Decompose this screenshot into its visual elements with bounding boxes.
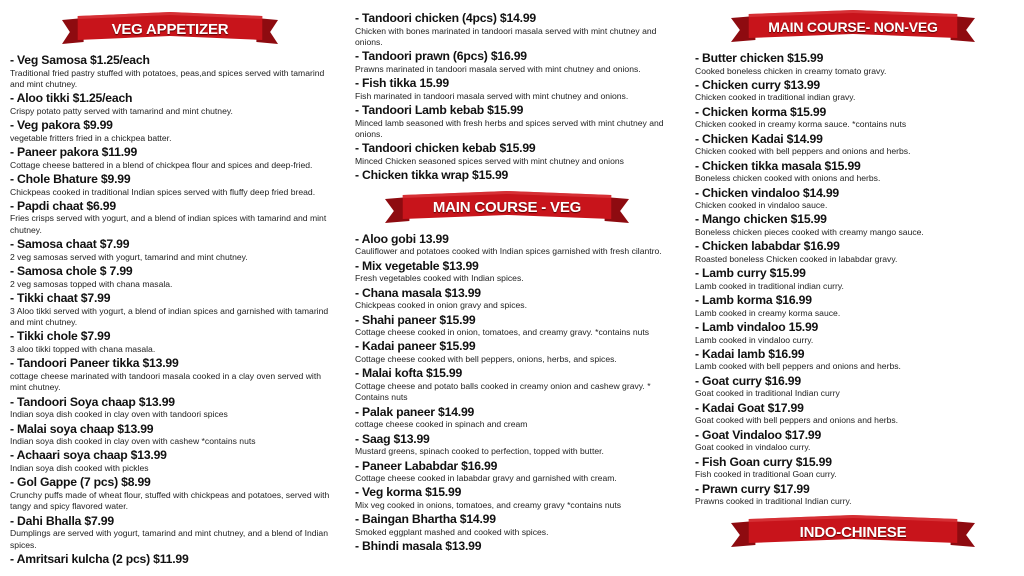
menu-item-description: 3 Aloo tikki served with yogurt, a blend of indian spices and garnished with tamarind and mint chutney. [10,305,329,327]
menu-item [355,486,675,511]
menu-item-name: - Samosa chaat $7.99 [10,237,130,252]
menu-item-description: Goat cooked in traditional Indian curry [695,388,840,399]
menu-item [695,483,1020,508]
menu-item [695,213,1020,238]
menu-item-name: - Tandoori Lamb kebab $15.99 [355,103,524,118]
menu-item-name: - Tikki chaat $7.99 [10,291,111,306]
main-course-non-veg-list [695,52,1020,507]
menu-item [355,12,675,48]
menu-item-description: Minced Chicken seasoned spices served with mint chutney and onions [355,155,624,166]
menu-item [355,513,675,538]
menu-item-name: - Chicken tikka masala $15.99 [695,158,861,173]
menu-item [10,265,335,290]
menu-item [695,429,1020,454]
menu-item [695,348,1020,373]
menu-item-description: Cottage cheese cooked with bell peppers, onions, herbs, and spices. [355,353,617,364]
menu-item [695,456,1020,481]
menu-item-name: - Chicken vindaloo $14.99 [695,185,840,200]
menu-item-name: - Mango chicken $15.99 [695,212,827,227]
menu-item [10,449,335,474]
menu-item-name: - Chicken lababdar $16.99 [695,239,840,254]
menu-item-description: Chickpeas cooked in traditional Indian spices served with fluffy deep fried bread. [10,186,316,197]
column-veg-appetizer [10,0,335,576]
menu-item-name: - Tandoori chicken (4pcs) $14.99 [355,11,536,25]
menu-item [10,238,335,263]
menu-item-description: Roasted boneless Chicken cooked in lababdar gravy. [695,253,898,264]
menu-item [695,294,1020,319]
menu-item-name: - Dahi Bhalla $7.99 [10,513,114,528]
menu-item-description: Prawns cooked in traditional Indian curry. [695,496,852,506]
menu-item-name: - Chana masala $13.99 [355,285,481,300]
menu-item-description: Smoked eggplant mashed and cooked with spices. [355,526,549,537]
menu-item-name: - Achaari soya chaap $13.99 [10,448,167,463]
menu-item-name: - Tikki chole $7.99 [10,329,111,344]
menu-item [355,460,675,485]
menu-item-description: Lamb cooked in vindaloo curry. [695,334,814,345]
menu-item-name: - Tandoori chicken kebab $15.99 [355,141,536,156]
menu-item [10,330,335,355]
menu-item-name: - Aloo tikki $1.25/each [10,91,133,106]
menu-item [355,260,675,285]
menu-item [355,340,675,365]
menu-item-description: Fries crisps served with yogurt, and a blend of indian spices with tamarind and mint chutney. [10,213,327,235]
menu-item [10,200,335,236]
menu-item-description: Mix veg cooked in onions, tomatoes, and creamy gravy *contains nuts [355,499,622,510]
menu-item-description: Fish marinated in tandoori masala served with mint chutney and onions. [355,90,629,101]
menu-item-name: - Prawn curry $17.99 [695,481,810,496]
menu-item [355,233,675,258]
menu-item-name: - Fish tikka 15.99 [355,76,449,91]
menu-item-description: Crispy potato patty served with tamarind and mint chutney. [10,105,233,116]
menu-item-description: Crunchy puffs made of wheat flour, stuffed with chickpeas and potatoes, served with tangy and spicy flavored water. [10,489,330,512]
menu-item [355,77,675,102]
menu-item-description: cottage cheese marinated with tandoori masala cooked in a clay oven served with mint chutney. [10,370,321,393]
menu-item [695,321,1020,346]
menu-item [10,54,335,90]
menu-item-description: Chicken cooked in vindaloo sauce. [695,200,828,211]
menu-item-description: Dumplings are served with yogurt, tamarind and mint chutney, and a blend of Indian spices. [10,528,328,550]
main-course-veg-heading: MAIN COURSE - VEG [432,199,582,217]
menu-item [695,375,1020,400]
menu-item-name: - Kadai lamb $16.99 [695,346,805,361]
menu-item [695,79,1020,104]
menu-item-description: Goat cooked in vindaloo curry. [695,442,811,453]
menu-item-name: - Goat Vindaloo $17.99 [695,427,822,442]
menu-item-description: Chicken cooked in creamy korma sauce. *contains nuts [695,119,907,130]
veg-appetizer-list [10,54,335,566]
main-course-veg-list [355,233,675,554]
menu-item-name: - Baingan Bhartha $14.99 [355,512,496,527]
menu-item-description: cottage cheese cooked in spinach and cream [355,419,528,430]
menu-item [10,119,335,144]
column-tandoor-and-veg [355,0,675,576]
menu-item [695,106,1020,131]
menu-item-name: - Veg Samosa $1.25/each [10,53,150,67]
menu-item-description: Traditional fried pastry stuffed with potatoes, peas,and spices served with tamarind and mint chutney. [10,67,325,89]
menu-item [10,515,335,551]
menu-item-description: Chicken cooked with bell peppers and onions and herbs. [695,146,911,157]
tandoori-list [355,12,675,183]
menu-item [355,406,675,431]
menu-item [695,402,1020,427]
menu-item [10,292,335,328]
main-course-non-veg-heading: MAIN COURSE- NON-VEG [768,19,938,35]
menu-item-name: - Shahi paneer $15.99 [355,312,476,327]
column-non-veg [695,0,1020,576]
menu-item-description: vegetable fritters fried in a chickpea batter. [10,132,172,143]
menu-item-description: Mustard greens, spinach cooked to perfection, topped with butter. [355,446,604,457]
menu-item [10,396,335,421]
menu-item-description: Cooked boneless chicken in creamy tomato gravy. [695,65,887,76]
menu-item-name: - Paneer Lababdar $16.99 [355,458,498,473]
menu-item-description: 2 veg samosas served with yogurt, tamarind and mint chutney. [10,251,248,262]
menu-item-name: - Papdi chaat $6.99 [10,198,116,213]
menu-item [355,142,675,167]
menu-item-name: - Malai kofta $15.99 [355,366,463,381]
veg-appetizer-banner [62,10,278,48]
menu-item [695,52,1020,77]
menu-item [355,169,675,183]
menu-item [10,423,335,448]
menu-item [695,267,1020,292]
menu-item [355,367,675,403]
menu-item-name: - Tandoori prawn (6pcs) $16.99 [355,49,527,64]
menu-item-name: - Lamb korma $16.99 [695,293,812,308]
menu-item [355,50,675,75]
menu-item-description: 3 aloo tikki topped with chana masala. [10,343,156,354]
menu-item-name: - Chole Bhature $9.99 [10,172,131,187]
menu-item [695,160,1020,185]
menu-item-name: - Kadai paneer $15.99 [355,339,476,354]
menu-item-name: - Chicken Kadai $14.99 [695,131,823,146]
menu-item-name: - Mix vegetable $13.99 [355,258,479,273]
menu-item-name: - Tandoori Paneer tikka $13.99 [10,356,179,371]
menu-item-name: - Gol Gappe (7 pcs) $8.99 [10,475,151,490]
menu-item-name: - Chicken korma $15.99 [695,104,827,119]
menu-item-description: 2 veg samosas topped with chana masala. [10,278,173,289]
menu-item [10,476,335,512]
main-course-non-veg-banner [731,8,975,46]
indo-chinese-heading: INDO-CHINESE [799,523,907,541]
menu-item [10,553,335,567]
menu-item-description: Cauliflower and potatoes cooked with Indian spices garnished with fresh cilantro. [355,246,662,257]
menu-item-name: - Bhindi masala $13.99 [355,539,482,554]
menu-item-name: - Lamb curry $15.99 [695,266,806,281]
menu-item-name: - Kadai Goat $17.99 [695,400,804,415]
menu-item-name: - Veg korma $15.99 [355,485,462,500]
menu-item-description: Lamb cooked in traditional indian curry. [695,280,844,291]
menu-item-name: - Lamb vindaloo 15.99 [695,320,819,335]
menu-item-description: Chickpeas cooked in onion gravy and spices. [355,300,527,311]
menu-item-description: Indian soya dish cooked in clay oven with tandoori spices [10,409,228,420]
menu-item-name: - Aloo gobi 13.99 [355,231,449,246]
menu-item-description: Fresh vegetables cooked with Indian spices. [355,273,524,284]
veg-appetizer-heading: VEG APPETIZER [111,20,229,38]
menu-item-name: - Chicken tikka wrap $15.99 [355,168,509,183]
menu-item [10,92,335,117]
menu-item-description: Chicken cooked in traditional indian gravy. [695,92,856,103]
menu-item-name: - Fish Goan curry $15.99 [695,454,832,469]
menu-item [10,357,335,393]
menu-item-description: Indian soya dish cooked with pickles [10,462,149,473]
menu-item-description: Indian soya dish cooked in clay oven with cashew *contains nuts [10,436,256,446]
menu-item-description: Boneless chicken cooked with onions and herbs. [695,173,881,184]
menu-item [695,187,1020,212]
menu-item-description: Fish cooked in traditional Goan curry. [695,469,837,480]
menu-item-name: - Palak paneer $14.99 [355,404,475,419]
menu-item-name: - Paneer pakora $11.99 [10,145,138,160]
menu-item-description: Boneless chicken pieces cooked with creamy mango sauce. [695,226,924,237]
menu-item [695,240,1020,265]
menu-item-description: Lamb cooked with bell peppers and onions and herbs. [695,361,901,372]
menu-item [695,133,1020,158]
menu-item-description: Lamb cooked in creamy korma sauce. [695,307,841,318]
menu-item-description: Chicken with bones marinated in tandoori masala served with mint chutney and onions. [355,25,657,47]
menu-item-name: - Samosa chole $ 7.99 [10,264,133,279]
menu-item-description: Goat cooked with bell peppers and onions and herbs. [695,415,899,426]
menu-item-description: Prawns marinated in tandoori masala served with mint chutney and onions. [355,63,641,74]
menu-item-name: - Saag $13.99 [355,431,430,446]
menu-item-name: - Veg pakora $9.99 [10,118,113,133]
menu-item-description: Cottage cheese and potato balls cooked in creamy onion and cashew gravy. * Contains nuts [355,380,651,403]
menu-item-description: Cottage cheese cooked in lababdar gravy and garnished with cream. [355,473,617,483]
menu-item [355,314,675,339]
menu-item-name: - Goat curry $16.99 [695,373,801,388]
menu-item-name: - Butter chicken $15.99 [695,51,824,65]
menu-item-name: - Malai soya chaap $13.99 [10,421,154,436]
menu-item [10,173,335,198]
menu-item-description: Cottage cheese cooked in onion, tomatoes, and creamy gravy. *contains nuts [355,327,650,338]
menu-item-name: - Amritsari kulcha (2 pcs) $11.99 [10,551,189,566]
menu-item-description: Cottage cheese battered in a blend of chickpea flour and spices and deep-fried. [10,159,313,170]
menu-item [355,433,675,458]
main-course-veg-banner [385,189,629,227]
menu-item-name: - Chicken curry $13.99 [695,77,820,92]
menu-item [355,540,675,554]
menu-item [10,146,335,171]
menu-item [355,287,675,312]
indo-chinese-banner [731,513,975,551]
menu-item [355,104,675,140]
menu-item-description: Minced lamb seasoned with fresh herbs and spices served with mint chutney and onions. [355,117,664,140]
menu-item-name: - Tandoori Soya chaap $13.99 [10,394,175,409]
